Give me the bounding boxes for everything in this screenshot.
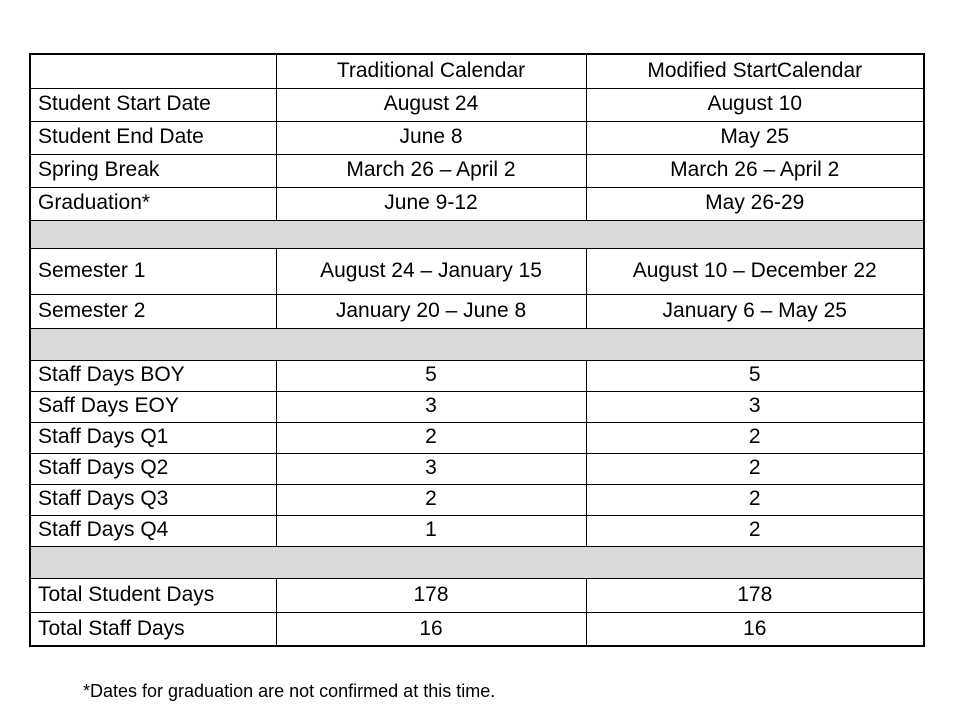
traditional-value: 178 (276, 578, 586, 612)
table-header-row (30, 54, 924, 88)
modified-value: March 26 – April 2 (586, 154, 924, 187)
table-row-staff-days-boy (30, 360, 924, 391)
calendar-comparison-table (29, 53, 925, 647)
row-label: Total Student Days (30, 578, 276, 612)
traditional-value: June 9-12 (276, 187, 586, 220)
table-row-staff-days-q1 (30, 422, 924, 453)
modified-value: 16 (586, 612, 924, 646)
modified-value: 2 (586, 515, 924, 546)
header-empty-cell (30, 54, 276, 88)
traditional-value: 1 (276, 515, 586, 546)
row-label: Spring Break (30, 154, 276, 187)
table-row-student-start-date (30, 88, 924, 121)
row-label: Staff Days Q3 (30, 484, 276, 515)
table-row-semester-1 (30, 248, 924, 294)
row-label: Semester 1 (30, 248, 276, 294)
modified-value: 3 (586, 391, 924, 422)
table-row-staff-days-q2 (30, 453, 924, 484)
table-row-spring-break (30, 154, 924, 187)
traditional-value: 3 (276, 391, 586, 422)
header-modified-start-calendar: Modified StartCalendar (586, 54, 924, 88)
traditional-value: August 24 – January 15 (276, 248, 586, 294)
modified-value: January 6 – May 25 (586, 294, 924, 328)
spacer-band (30, 546, 924, 578)
traditional-value: August 24 (276, 88, 586, 121)
traditional-value: 16 (276, 612, 586, 646)
table-row-staff-days-q4 (30, 515, 924, 546)
table-row-total-student-days (30, 578, 924, 612)
table-row-total-staff-days (30, 612, 924, 646)
modified-value: May 26-29 (586, 187, 924, 220)
graduation-footnote: *Dates for graduation are not confirmed at this time. (83, 681, 496, 701)
modified-value: 2 (586, 453, 924, 484)
traditional-value: March 26 – April 2 (276, 154, 586, 187)
spacer-row (30, 328, 924, 360)
traditional-value: 2 (276, 422, 586, 453)
row-label: Staff Days Q1 (30, 422, 276, 453)
modified-value: August 10 – December 22 (586, 248, 924, 294)
spacer-row (30, 546, 924, 578)
table-row-graduation (30, 187, 924, 220)
spacer-row (30, 220, 924, 248)
modified-value: May 25 (586, 121, 924, 154)
row-label: Semester 2 (30, 294, 276, 328)
modified-value: 2 (586, 422, 924, 453)
modified-value: 2 (586, 484, 924, 515)
table-row-semester-2 (30, 294, 924, 328)
traditional-value: June 8 (276, 121, 586, 154)
row-label: Total Staff Days (30, 612, 276, 646)
row-label: Student Start Date (30, 88, 276, 121)
table-row-staff-days-eoy (30, 391, 924, 422)
traditional-value: 3 (276, 453, 586, 484)
traditional-value: 2 (276, 484, 586, 515)
modified-value: August 10 (586, 88, 924, 121)
row-label: Saff Days EOY (30, 391, 276, 422)
modified-value: 178 (586, 578, 924, 612)
row-label: Staff Days Q4 (30, 515, 276, 546)
table-row-staff-days-q3 (30, 484, 924, 515)
row-label: Staff Days Q2 (30, 453, 276, 484)
spacer-band (30, 220, 924, 248)
table-row-student-end-date (30, 121, 924, 154)
spacer-band (30, 328, 924, 360)
header-traditional-calendar: Traditional Calendar (276, 54, 586, 88)
modified-value: 5 (586, 360, 924, 391)
row-label: Graduation* (30, 187, 276, 220)
traditional-value: January 20 – June 8 (276, 294, 586, 328)
traditional-value: 5 (276, 360, 586, 391)
row-label: Student End Date (30, 121, 276, 154)
row-label: Staff Days BOY (30, 360, 276, 391)
